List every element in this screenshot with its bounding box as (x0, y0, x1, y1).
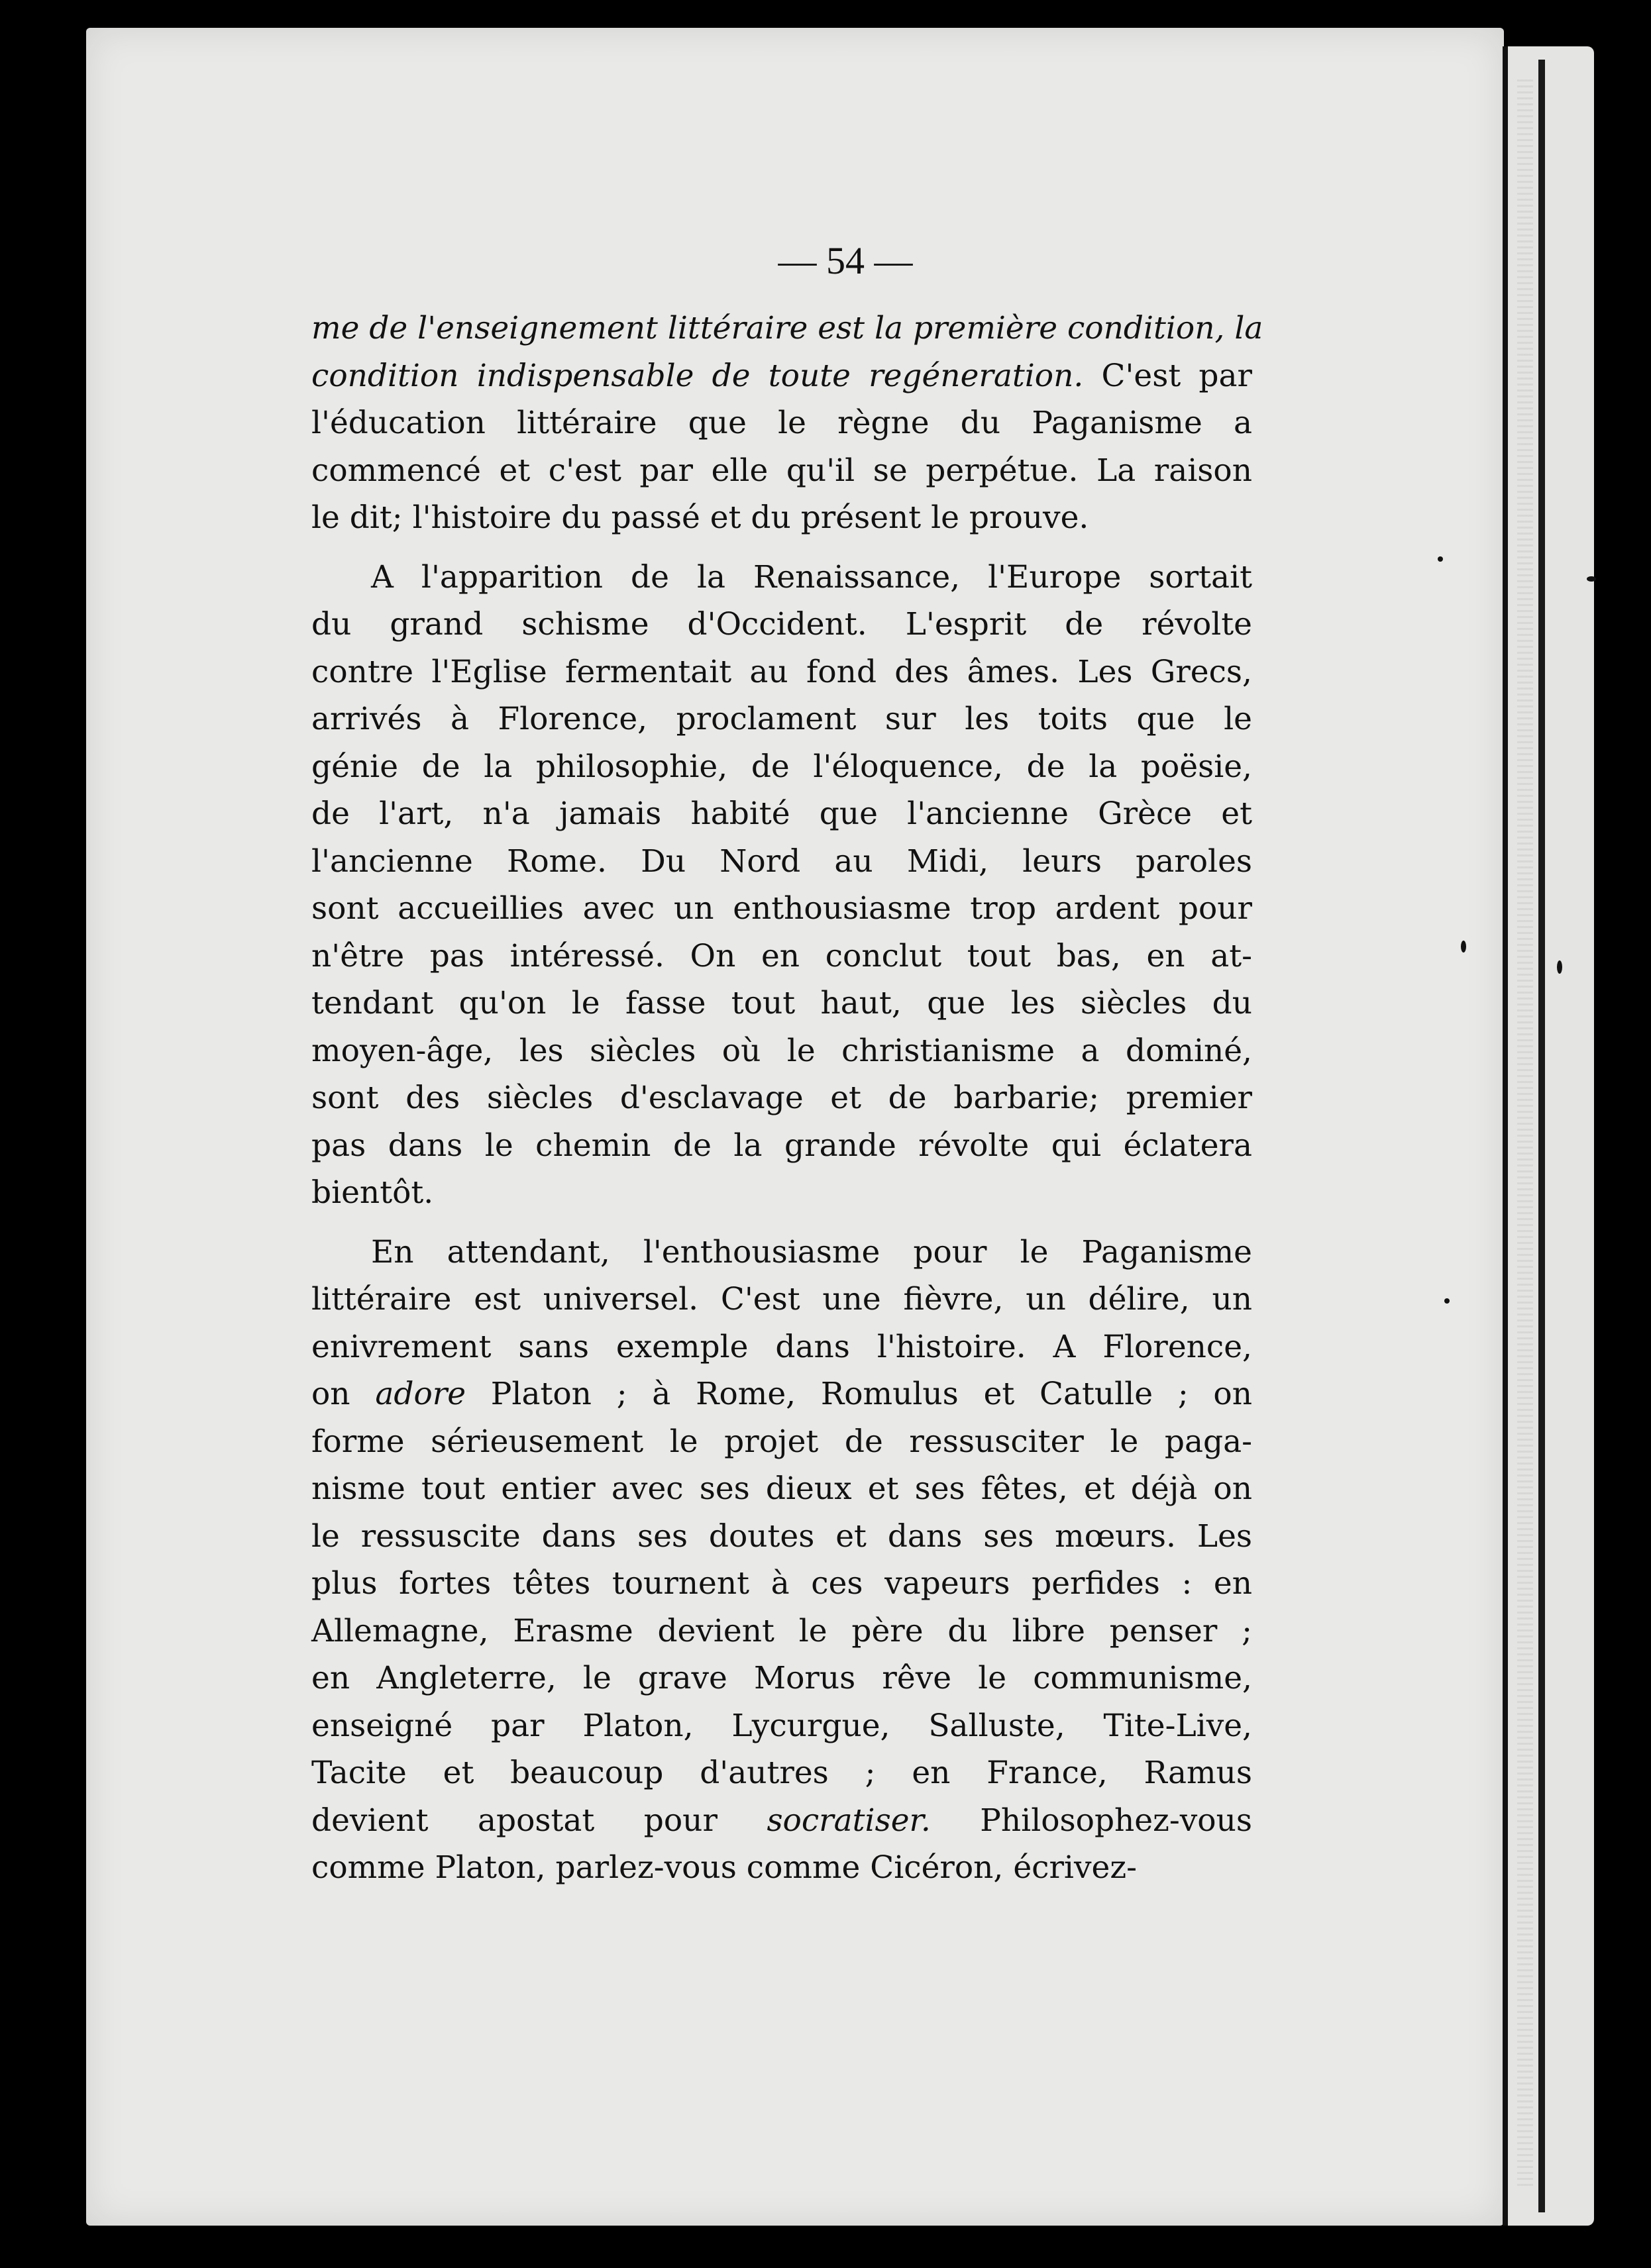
text-line (311, 554, 1252, 601)
text-segment: En attendant, l'enthousiasme pour le Paganisme (371, 1233, 1252, 1270)
text-segment: comme Platon, parlez-vous comme Cicéron, écrivez- (311, 1849, 1137, 1886)
text-line (311, 696, 1252, 743)
paragraph (311, 554, 1252, 1217)
text-line (311, 885, 1252, 933)
text-line (311, 790, 1252, 838)
text-line (311, 1513, 1252, 1561)
text-line (311, 980, 1252, 1027)
text-line (311, 1560, 1252, 1608)
text-line (311, 352, 1252, 400)
text-segment: moyen-âge, les siècles où le christianisme a dominé, (311, 1032, 1252, 1069)
text-segment: devient apostat pour (311, 1802, 767, 1839)
text-segment: pas dans le chemin de la grande révolte qui éclatera (311, 1127, 1252, 1164)
text-segment: forme sérieusement le projet de ressusciter le paga- (311, 1423, 1252, 1460)
text-line (311, 1465, 1252, 1513)
text-line (311, 838, 1252, 886)
text-line (311, 494, 1252, 542)
text-segment: Platon ; à Rome, Romulus et Catulle ; on (466, 1376, 1252, 1412)
italic-text: condition indispensable de toute regéneration. (311, 357, 1084, 394)
text-segment: nisme tout entier avec ses dieux et ses fêtes, et déjà on (311, 1470, 1252, 1507)
italic-text: me de l'enseignement littéraire est la première condition, la (311, 310, 1263, 346)
text-line (311, 1323, 1252, 1371)
text-line (311, 648, 1252, 696)
text-segment: enseigné par Platon, Lycurgue, Salluste, Tite-Live, (311, 1707, 1252, 1744)
text-segment: l'ancienne Rome. Du Nord au Midi, leurs paroles (311, 843, 1252, 880)
text-segment: n'être pas intéressé. On en conclut tout bas, en at- (311, 937, 1252, 974)
text-segment: plus fortes têtes tournent à ces vapeurs perfides : en (311, 1565, 1252, 1602)
ink-speck (1557, 960, 1562, 974)
text-line (311, 1797, 1252, 1845)
text-line (311, 743, 1252, 791)
paragraph (311, 305, 1263, 542)
text-line (311, 1169, 1252, 1217)
text-segment: littéraire est universel. C'est une fièvre, un délire, un (311, 1281, 1252, 1317)
text-segment: on (311, 1376, 376, 1412)
body-text (311, 305, 1263, 1904)
text-segment: commencé et c'est par elle qu'il se perpétue. La raison (311, 452, 1252, 489)
text-segment: sont accueillies avec un enthousiasme trop ardent pour (311, 890, 1252, 927)
text-segment: C'est par (1083, 357, 1252, 394)
text-segment: Philosophez-vous (930, 1802, 1252, 1839)
page-stack-edge (1517, 79, 1533, 2186)
text-line (311, 447, 1252, 495)
text-line (311, 1844, 1252, 1892)
text-line (311, 1749, 1252, 1797)
text-line (311, 1276, 1252, 1323)
text-segment: enivrement sans exemple dans l'histoire. A Florence, (311, 1328, 1252, 1365)
text-line (311, 601, 1252, 648)
text-line (311, 1418, 1252, 1466)
text-segment: de l'art, n'a jamais habité que l'ancienne Grèce et (311, 796, 1252, 832)
ink-speck (1461, 941, 1466, 953)
text-line (311, 933, 1252, 980)
text-line (311, 1702, 1252, 1750)
text-line (311, 1370, 1252, 1418)
text-segment: sont des siècles d'esclavage et de barbarie; premier (311, 1080, 1252, 1116)
text-segment: l'éducation littéraire que le règne du Paganisme a (311, 405, 1252, 441)
text-segment: en Angleterre, le grave Morus rêve le communisme, (311, 1660, 1252, 1696)
text-line (311, 1655, 1252, 1702)
text-segment: Allemagne, Erasme devient le père du libre penser ; (311, 1612, 1252, 1649)
text-line (311, 1608, 1252, 1655)
text-segment: A l'apparition de la Renaissance, l'Europe sortait (371, 558, 1252, 595)
facing-page-edge (1503, 46, 1594, 2226)
italic-text: adore (375, 1376, 466, 1412)
text-segment: tendant qu'on le fasse tout haut, que les siècles du (311, 985, 1252, 1021)
page-number: — 54 — (778, 239, 913, 282)
text-segment: arrivés à Florence, proclament sur les toits que le (311, 701, 1252, 737)
text-segment: génie de la philosophie, de l'éloquence, de la poësie, (311, 748, 1252, 785)
text-line (311, 1122, 1252, 1170)
text-line (311, 1229, 1252, 1276)
italic-text: socratiser. (767, 1802, 931, 1839)
text-segment: le dit; l'histoire du passé et du présent le prouve. (311, 499, 1089, 536)
text-segment: contre l'Eglise fermentait au fond des âmes. Les Grecs, (311, 653, 1252, 690)
text-segment: Tacite et beaucoup d'autres ; en France, Ramus (311, 1755, 1252, 1791)
ink-speck (1444, 1298, 1450, 1304)
text-line (311, 305, 1263, 352)
text-segment: bientôt. (311, 1174, 434, 1211)
paragraph (311, 1229, 1252, 1892)
binding-shadow (1538, 60, 1545, 2212)
ink-speck (1587, 576, 1596, 582)
text-segment: du grand schisme d'Occident. L'esprit de révolte (311, 606, 1252, 643)
text-line (311, 1027, 1252, 1075)
text-line (311, 1074, 1252, 1122)
text-line (311, 399, 1252, 447)
text-segment: le ressuscite dans ses doutes et dans ses mœurs. Les (311, 1518, 1252, 1555)
ink-speck (1438, 556, 1443, 562)
